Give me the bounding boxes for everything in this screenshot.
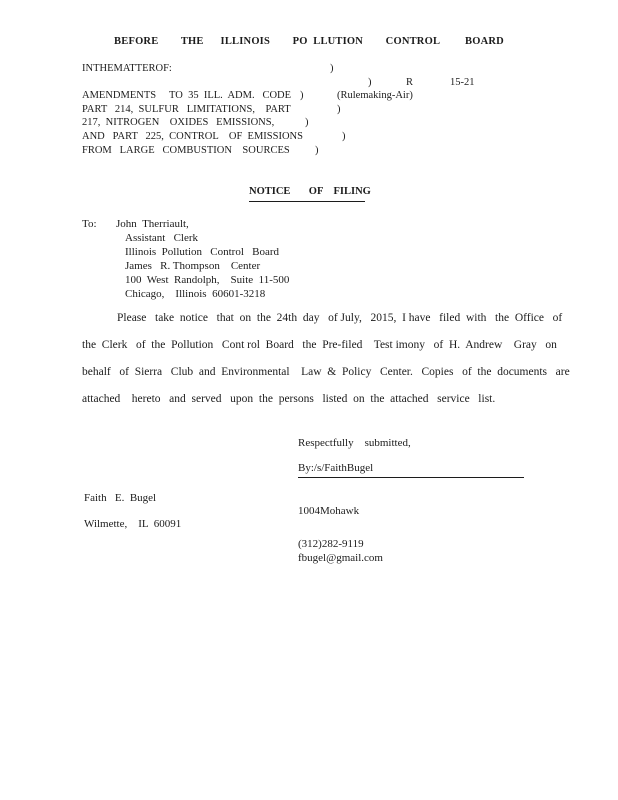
caption-paren: ) [305, 117, 309, 128]
signature-by-line: By:/s/FaithBugel [298, 462, 524, 478]
caption-line-part214: PART 214, SULFUR LIMITATIONS, PART [82, 104, 291, 115]
signer-phone: (312)282-9119 [298, 538, 364, 550]
caption-line-part225: AND PART 225, CONTROL OF EMISSIONS [82, 131, 303, 142]
caption-paren: ) [368, 77, 372, 88]
caption-line-217: 217, NITROGEN OXIDES EMISSIONS, [82, 117, 275, 128]
body-paragraph-line-1: Please take notice that on the 24th day of July, 2015, I have filed with the Office of [117, 312, 563, 324]
caption-paren: ) [315, 145, 319, 156]
recipient-title: Assistant Clerk [125, 232, 199, 244]
court-header: BEFORE THE ILLINOIS PO LLUTION CONTROL BOARD [114, 36, 504, 47]
signer-city: Wilmette, IL 60091 [84, 518, 182, 530]
recipient-building: James R. Thompson Center [125, 260, 261, 272]
caption-paren: ) [337, 104, 341, 115]
recipient-name: John Therriault, [116, 218, 189, 230]
notice-of-filing-title: NOTICE OF FILING [249, 186, 365, 202]
recipient-city: Chicago, Illinois 60601-3218 [125, 288, 266, 300]
docket-prefix: R [406, 77, 414, 88]
body-paragraph-line-3: behalf of Sierra Club and Environmental Law & Policy Center. Copies of the documents are [82, 366, 570, 378]
respectfully-submitted: Respectfully submitted, [298, 437, 411, 449]
body-paragraph-line-4: attached hereto and served upon the persons listed on the attached service list. [82, 393, 496, 405]
signer-name: Faith E. Bugel [84, 492, 157, 504]
signer-address: 1004Mohawk [298, 505, 360, 517]
caption-paren: ) [342, 131, 346, 142]
recipient-street: 100 West Randolph, Suite 11-500 [125, 274, 290, 286]
docket-number: 15-21 [450, 77, 475, 88]
body-paragraph-line-2: the Clerk of the Pollution Cont rol Board the Pre-filed Test imony of H. Andrew Gray on [82, 339, 557, 351]
caption-in-the-matter: INTHEMATTEROF: [82, 63, 172, 74]
to-label: To: [82, 218, 97, 230]
caption-line-from-large: FROM LARGE COMBUSTION SOURCES [82, 145, 290, 156]
recipient-org: Illinois Pollution Control Board [125, 246, 280, 258]
signer-email: fbugel@gmail.com [298, 552, 383, 564]
caption-line-amendments: AMENDMENTS TO 35 ILL. ADM. CODE [82, 90, 292, 101]
caption-paren: ) [300, 90, 304, 101]
caption-paren: ) [330, 63, 334, 74]
rulemaking-label: (Rulemaking-Air) [337, 90, 413, 101]
